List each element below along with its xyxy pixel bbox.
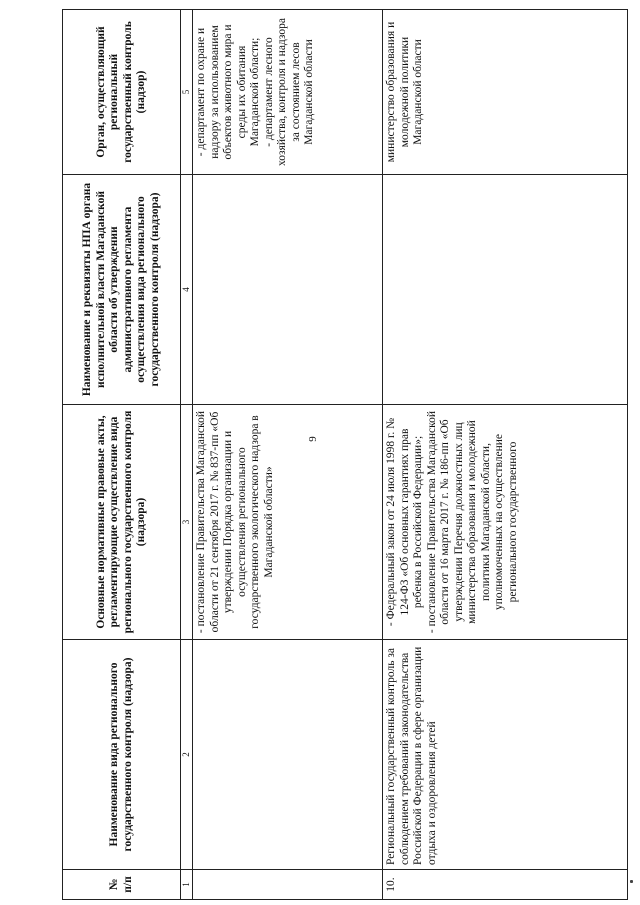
- column-number-row: [181, 10, 193, 900]
- header-legal-acts: Основные нормативные правовые акты, регламентирующие осуществление вида регионального государственного контроля (надзора): [63, 405, 181, 640]
- legal-acts-cell: [193, 405, 383, 640]
- authority-item: министерство образования и молодежной политики Магаданской области: [385, 21, 424, 163]
- legal-act-item: - постановление Правительства Магаданской области от 21 сентября 2017 г. № 837-пп «Об утверждении Порядка организации и осуществления регионального государственного экологического надзора в Магаданской области»: [195, 410, 275, 634]
- header-control-type: Наименование вида регионального государственного контроля (надзора): [63, 640, 181, 870]
- legal-act-item: - постановление Правительства Магаданской области от 16 марта 2017 г. № 186-пп «Об утверждении Перечня должностных лиц министерства образования и молодежной политики Магаданской области, уполномоченных на осуществление регионального государственного: [425, 410, 519, 634]
- control-types-table: [62, 9, 628, 900]
- rotated-table: [62, 10, 627, 900]
- header-regulation-act: Наименование и реквизиты НПА органа исполнительной власти Магаданской области об утверждении административного регламента осуществления вида регионального государственного контроля (надзора): [63, 175, 181, 405]
- page-number: 9: [307, 436, 319, 442]
- authority-cell: [193, 10, 383, 175]
- row-number: [193, 870, 383, 900]
- control-type-name: [193, 640, 383, 870]
- row-number: 10.: [383, 870, 628, 900]
- regulation-cell: [193, 175, 383, 405]
- authority-item: - департамент по охране и надзору за использованием объектов животного мира и среды их обитания Магаданской области;: [195, 24, 261, 160]
- header-authority: Орган, осуществляющий региональный государственный контроль (надзор): [63, 10, 181, 175]
- authority-cell: [383, 10, 628, 175]
- header-number: № п/п: [63, 870, 181, 900]
- column-number: 2: [181, 640, 193, 870]
- rotated-table-container: [62, 10, 627, 900]
- table-row: [383, 10, 628, 900]
- scan-speck: [630, 880, 633, 883]
- control-type-name: Региональный государственный контроль за соблюдением требований законодательства Российской Федерации в сфере организации отдыха и оздоровления детей: [383, 640, 628, 870]
- column-number: 4: [181, 175, 193, 405]
- legal-act-item: - Федеральный закон от 24 июля 1998 г. № 124-ФЗ «Об основных гарантиях прав ребенка в Российской Федерации»;: [385, 417, 424, 627]
- legal-acts-cell: [383, 405, 628, 640]
- authority-item: - департамент лесного хозяйства, контроля и надзора за состоянием лесов Магаданской области: [262, 18, 315, 166]
- column-number: 3: [181, 405, 193, 640]
- column-number: 1: [181, 870, 193, 900]
- column-number: 5: [181, 10, 193, 175]
- table-row: [193, 10, 383, 900]
- header-row: [63, 10, 181, 900]
- regulation-cell: [383, 175, 628, 405]
